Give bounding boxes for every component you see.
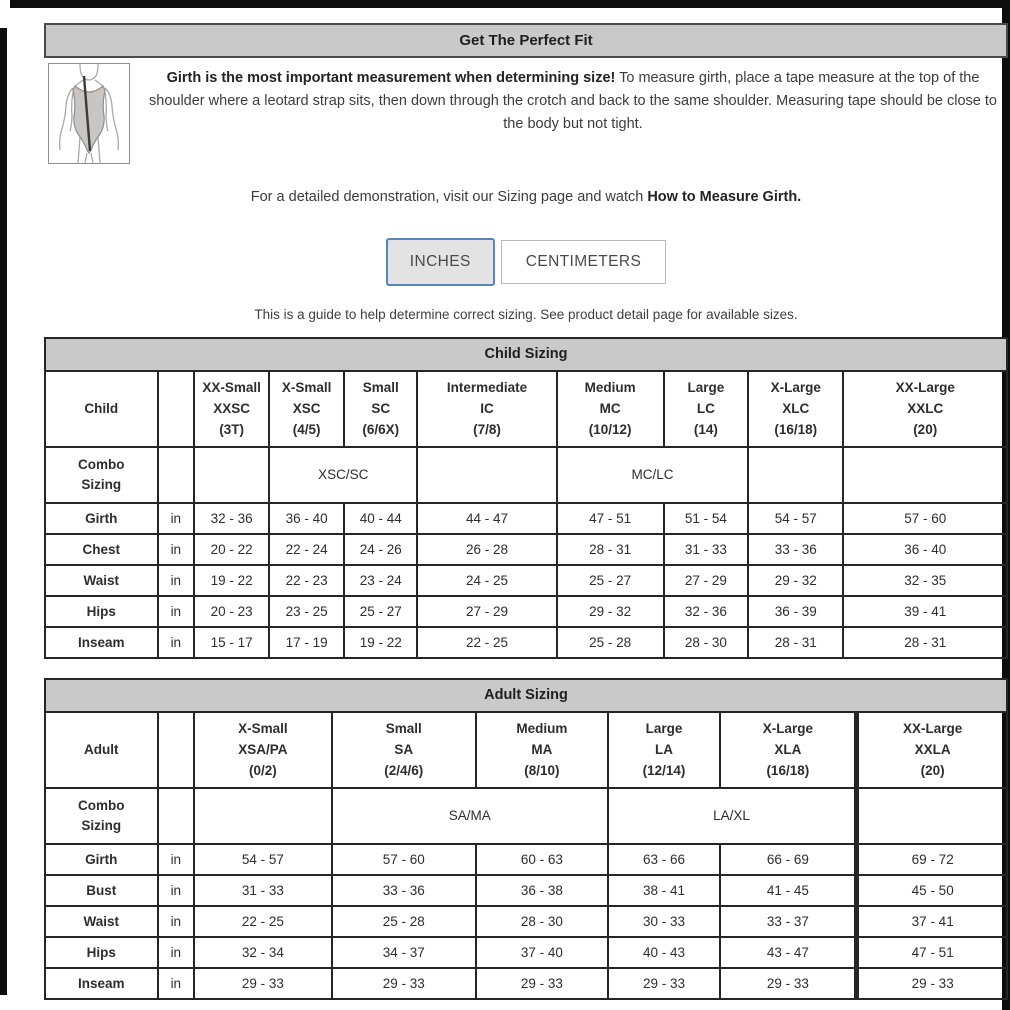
size-code: XLA [774, 742, 802, 757]
adult-inseam-row [45, 968, 1007, 999]
size-range: (7/8) [473, 422, 501, 437]
size-value: 39 - 41 [843, 596, 1007, 627]
size-value: 37 - 40 [476, 937, 608, 968]
adult-bust-row [45, 875, 1007, 906]
adult-corner-label: Adult [45, 712, 158, 788]
size-code: IC [480, 401, 494, 416]
child-corner-label: Child [45, 371, 158, 447]
size-value: 23 - 25 [269, 596, 344, 627]
child-table-title-row [45, 338, 1007, 371]
size-value: 43 - 47 [720, 937, 857, 968]
combo-group-xsc-sc: XSC/SC [269, 447, 417, 503]
girth-intro-section [44, 63, 1008, 164]
size-value: 36 - 40 [269, 503, 344, 534]
size-name: XX-Large [895, 380, 955, 395]
size-value: 20 - 23 [194, 596, 269, 627]
size-name: Small [385, 721, 422, 736]
girth-instructions [144, 67, 1002, 136]
size-value: 32 - 36 [664, 596, 749, 627]
size-value: 69 - 72 [857, 844, 1007, 875]
size-code: XLC [782, 401, 810, 416]
size-code: SC [371, 401, 391, 416]
size-value: 40 - 43 [608, 937, 721, 968]
adult-hips-row [45, 937, 1007, 968]
child-sizing-table [44, 337, 1008, 659]
unit-cell: in [158, 875, 195, 906]
size-value: 25 - 28 [332, 906, 476, 937]
size-value: 31 - 33 [194, 875, 332, 906]
size-range: (3T) [219, 422, 244, 437]
size-value: 57 - 60 [843, 503, 1007, 534]
size-value: 36 - 40 [843, 534, 1007, 565]
size-value: 22 - 25 [194, 906, 332, 937]
size-code: MA [531, 742, 553, 757]
size-value: 41 - 45 [720, 875, 857, 906]
size-value: 28 - 30 [664, 627, 749, 658]
adult-combo-row [45, 788, 1007, 844]
size-value: 17 - 19 [269, 627, 344, 658]
adult-col-x-large [720, 712, 857, 788]
row-label: Hips [45, 937, 158, 968]
empty-cell [417, 447, 556, 503]
inches-button[interactable]: INCHES [386, 238, 495, 286]
empty-cell [748, 447, 843, 503]
child-table-title: Child Sizing [45, 338, 1007, 371]
empty-cell [158, 371, 195, 447]
size-value: 47 - 51 [557, 503, 664, 534]
child-girth-row [45, 503, 1007, 534]
combo-group-la-xl: LA/XL [608, 788, 857, 844]
leotard-diagram-icon [49, 64, 129, 163]
size-value: 66 - 69 [720, 844, 857, 875]
size-value: 23 - 24 [344, 565, 417, 596]
size-value: 29 - 33 [194, 968, 332, 999]
unit-cell: in [158, 906, 195, 937]
empty-cell [194, 447, 269, 503]
size-range: (8/10) [524, 763, 560, 778]
size-value: 19 - 22 [344, 627, 417, 658]
unit-cell: in [158, 844, 195, 875]
adult-col-small [332, 712, 476, 788]
size-value: 29 - 33 [608, 968, 721, 999]
size-name: X-Large [762, 721, 813, 736]
row-label: Inseam [45, 968, 158, 999]
size-range: (16/18) [766, 763, 810, 778]
row-label: Girth [45, 503, 158, 534]
size-code: XSC [292, 401, 321, 416]
size-range: (14) [693, 422, 718, 437]
size-value: 27 - 29 [417, 596, 556, 627]
size-value: 25 - 28 [557, 627, 664, 658]
demo-note-bold: How to Measure Girth. [647, 189, 802, 205]
child-col-large [664, 371, 749, 447]
size-value: 29 - 32 [557, 596, 664, 627]
size-value: 32 - 34 [194, 937, 332, 968]
size-value: 40 - 44 [344, 503, 417, 534]
size-value: 28 - 31 [748, 627, 843, 658]
child-inseam-row [45, 627, 1007, 658]
size-value: 54 - 57 [748, 503, 843, 534]
size-code: XXSC [213, 401, 250, 416]
size-range: (16/18) [774, 422, 818, 437]
size-chart-page [44, 0, 1008, 1000]
adult-girth-row [45, 844, 1007, 875]
empty-cell [843, 447, 1007, 503]
size-range: (0/2) [248, 763, 277, 778]
combo-group-sa-ma: SA/MA [332, 788, 608, 844]
size-value: 28 - 31 [843, 627, 1007, 658]
size-code: SA [394, 742, 414, 757]
child-col-xx-large [843, 371, 1007, 447]
size-value: 29 - 33 [857, 968, 1007, 999]
unit-cell: in [158, 968, 195, 999]
size-code: LA [655, 742, 673, 757]
size-range: (4/5) [292, 422, 321, 437]
size-value: 31 - 33 [664, 534, 749, 565]
size-code: XSA/PA [238, 742, 288, 757]
adult-col-medium [476, 712, 608, 788]
adult-waist-row [45, 906, 1007, 937]
combo-group-mc-lc: MC/LC [557, 447, 748, 503]
size-name: XX-Large [903, 721, 963, 736]
child-col-medium [557, 371, 664, 447]
size-range: (12/14) [642, 763, 686, 778]
child-col-intermediate [417, 371, 556, 447]
size-range: (20) [920, 763, 945, 778]
girth-measurement-illustration [48, 63, 130, 164]
row-label: Girth [45, 844, 158, 875]
unit-cell: in [158, 565, 195, 596]
size-name: Small [362, 380, 399, 395]
size-range: (20) [913, 422, 938, 437]
child-table-header-row [45, 371, 1007, 447]
size-value: 32 - 35 [843, 565, 1007, 596]
size-name: Large [645, 721, 683, 736]
size-value: 15 - 17 [194, 627, 269, 658]
size-value: 22 - 23 [269, 565, 344, 596]
empty-cell [194, 788, 332, 844]
size-value: 19 - 22 [194, 565, 269, 596]
centimeters-button[interactable]: CENTIMETERS [501, 240, 667, 284]
girth-instructions-lead: Girth is the most important measurement when determining size! [166, 70, 616, 86]
size-value: 25 - 27 [344, 596, 417, 627]
size-value: 37 - 41 [857, 906, 1007, 937]
empty-cell [158, 712, 195, 788]
size-name: Medium [516, 721, 568, 736]
size-value: 47 - 51 [857, 937, 1007, 968]
unit-cell: in [158, 503, 195, 534]
size-value: 28 - 30 [476, 906, 608, 937]
adult-table-title-row [45, 679, 1007, 712]
girth-instructions-body: To measure girth, place a tape measure at the top of the shoulder where a leotard strap sits, then down through the crotch and back to the same shoulder. Measuring tape should be close to the body but not tight. [149, 70, 997, 132]
adult-col-xx-large [857, 712, 1007, 788]
size-value: 22 - 24 [269, 534, 344, 565]
child-col-small [344, 371, 417, 447]
unit-cell: in [158, 534, 195, 565]
size-value: 29 - 33 [476, 968, 608, 999]
size-name: X-Small [238, 721, 288, 736]
size-range: (6/6X) [362, 422, 400, 437]
row-label: Waist [45, 565, 158, 596]
unit-toggle [44, 238, 1008, 286]
size-value: 26 - 28 [417, 534, 556, 565]
size-value: 51 - 54 [664, 503, 749, 534]
unit-cell: in [158, 937, 195, 968]
row-label: Inseam [45, 627, 158, 658]
size-value: 24 - 25 [417, 565, 556, 596]
size-range: (2/4/6) [384, 763, 424, 778]
size-value: 29 - 32 [748, 565, 843, 596]
size-name: X-Large [770, 380, 821, 395]
size-value: 57 - 60 [332, 844, 476, 875]
size-value: 30 - 33 [608, 906, 721, 937]
combo-sizing-label: Combo Sizing [45, 788, 158, 844]
row-label: Bust [45, 875, 158, 906]
child-col-x-small [269, 371, 344, 447]
child-waist-row [45, 565, 1007, 596]
scan-border-left [0, 28, 7, 995]
demo-note-prefix: For a detailed demonstration, visit our Sizing page and watch [250, 189, 648, 205]
child-hips-row [45, 596, 1007, 627]
size-value: 27 - 29 [664, 565, 749, 596]
combo-sizing-label: Combo Sizing [45, 447, 158, 503]
child-col-xx-small [194, 371, 269, 447]
size-value: 33 - 36 [332, 875, 476, 906]
empty-cell [857, 788, 1007, 844]
child-col-x-large [748, 371, 843, 447]
size-range: (10/12) [588, 422, 632, 437]
size-name: Intermediate [446, 380, 528, 395]
adult-col-large [608, 712, 721, 788]
sizing-guide-note: This is a guide to help determine correct sizing. See product detail page for available sizes. [254, 306, 798, 322]
size-value: 45 - 50 [857, 875, 1007, 906]
size-value: 20 - 22 [194, 534, 269, 565]
size-value: 33 - 37 [720, 906, 857, 937]
unit-cell: in [158, 596, 195, 627]
size-code: MC [599, 401, 621, 416]
size-name: Medium [584, 380, 636, 395]
size-value: 33 - 36 [748, 534, 843, 565]
size-value: 29 - 33 [720, 968, 857, 999]
size-name: Large [687, 380, 725, 395]
empty-cell [158, 447, 195, 503]
child-combo-row [45, 447, 1007, 503]
size-value: 63 - 66 [608, 844, 721, 875]
adult-col-x-small [194, 712, 332, 788]
empty-cell [158, 788, 195, 844]
adult-table-header-row [45, 712, 1007, 788]
row-label: Hips [45, 596, 158, 627]
size-value: 36 - 39 [748, 596, 843, 627]
adult-table-title: Adult Sizing [45, 679, 1007, 712]
size-value: 24 - 26 [344, 534, 417, 565]
size-code: XXLC [907, 401, 944, 416]
size-code: LC [696, 401, 715, 416]
size-value: 38 - 41 [608, 875, 721, 906]
size-code: XXLA [914, 742, 951, 757]
size-name: X-Small [281, 380, 332, 395]
row-label: Chest [45, 534, 158, 565]
unit-cell: in [158, 627, 195, 658]
size-value: 44 - 47 [417, 503, 556, 534]
adult-sizing-table [44, 678, 1008, 1000]
size-value: 22 - 25 [417, 627, 556, 658]
page-title: Get The Perfect Fit [44, 23, 1008, 58]
row-label: Waist [45, 906, 158, 937]
size-value: 54 - 57 [194, 844, 332, 875]
size-value: 29 - 33 [332, 968, 476, 999]
size-name: XX-Small [202, 380, 261, 395]
size-value: 32 - 36 [194, 503, 269, 534]
size-value: 25 - 27 [557, 565, 664, 596]
child-chest-row [45, 534, 1007, 565]
size-value: 60 - 63 [476, 844, 608, 875]
size-value: 28 - 31 [557, 534, 664, 565]
size-value: 36 - 38 [476, 875, 608, 906]
demo-note [44, 189, 1008, 205]
size-value: 34 - 37 [332, 937, 476, 968]
